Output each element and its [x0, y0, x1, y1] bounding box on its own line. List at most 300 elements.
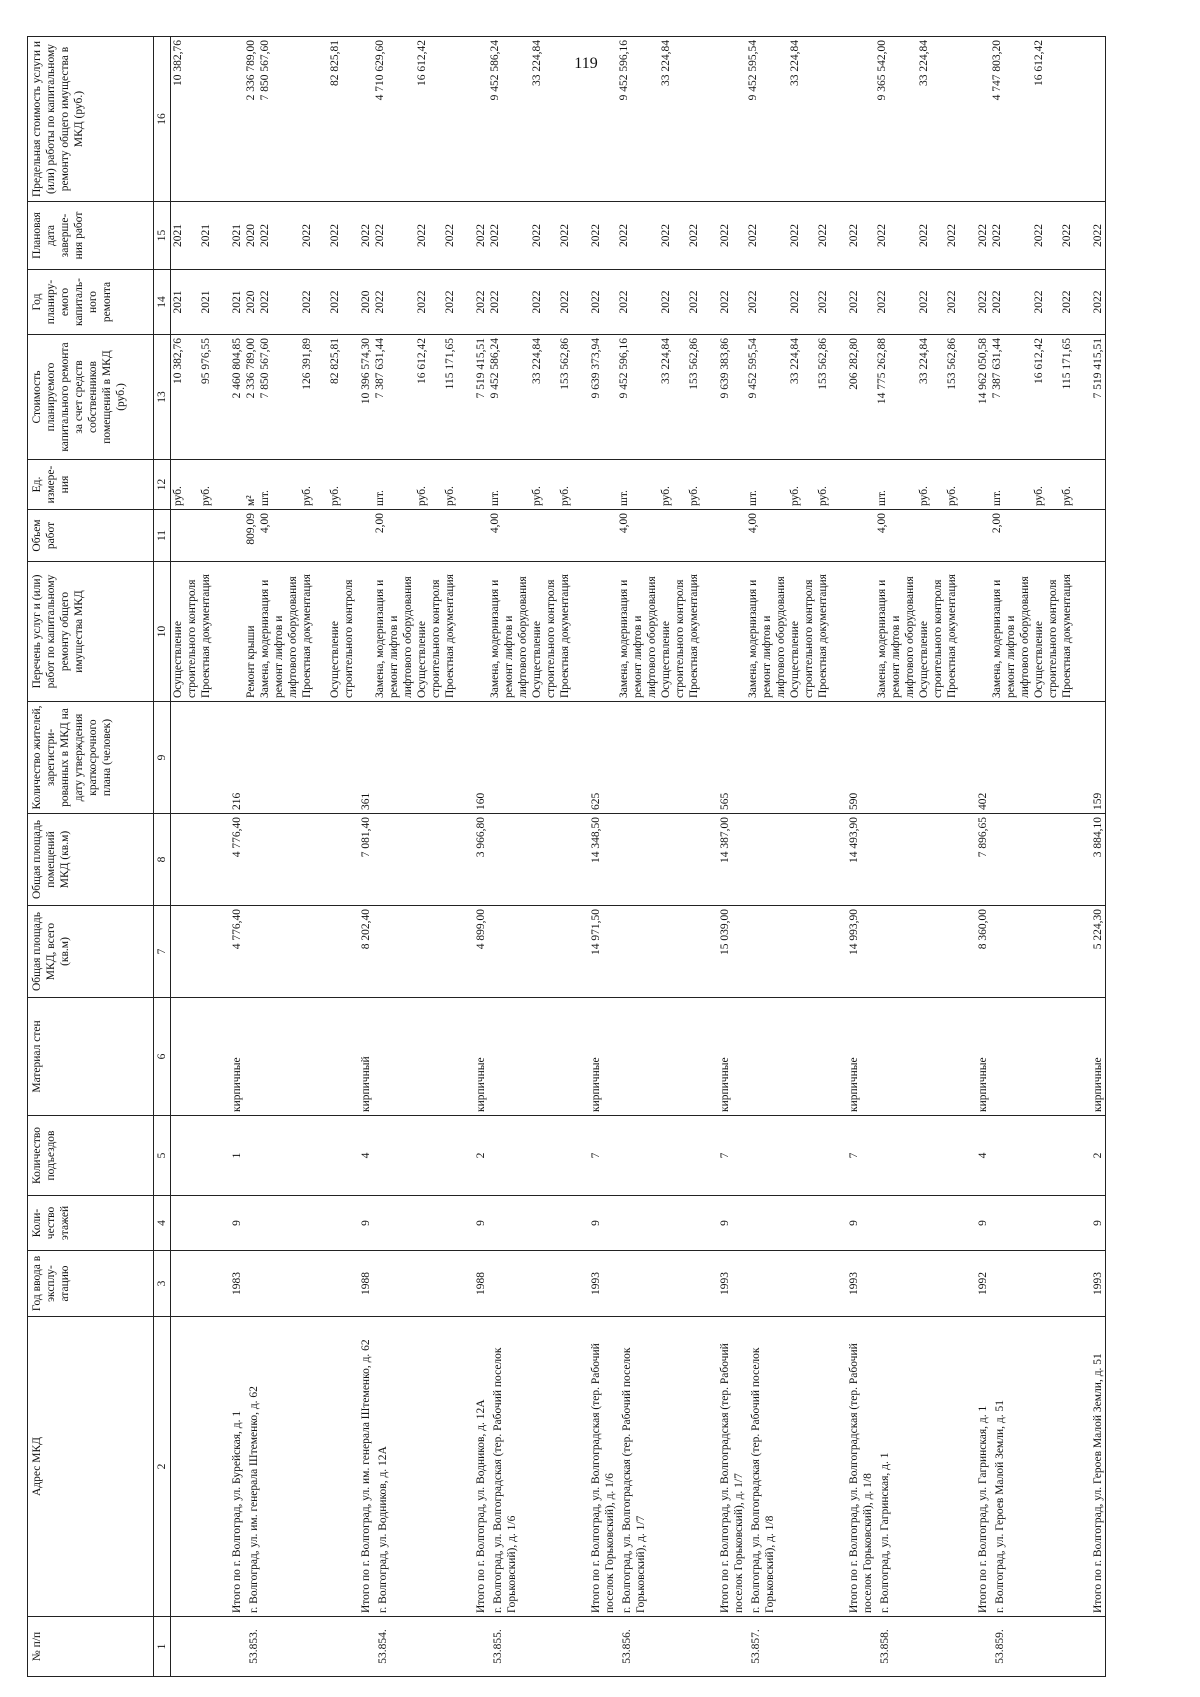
column-header: Ед. измере-ния	[28, 460, 154, 510]
total-date-end: 2021	[231, 224, 243, 247]
work-unit: шт.	[747, 490, 759, 506]
table-cell	[356, 906, 373, 998]
total-date-end: 2022	[360, 224, 372, 247]
table-cell	[356, 562, 373, 702]
table-cell	[471, 37, 488, 202]
work-end-date: 2021	[172, 224, 184, 247]
table-cell	[715, 1116, 746, 1196]
table-cell	[171, 510, 228, 562]
total-residents: 159	[1092, 792, 1104, 810]
total-year: 1988	[360, 1272, 372, 1295]
work-cost: 2 336 789,00	[245, 338, 257, 399]
table-cell	[1088, 270, 1106, 335]
table-cell	[746, 1196, 844, 1251]
total-label: Итого по г. Волгоград, ул. Героев Малой Земли, д. 51	[1092, 1353, 1104, 1613]
work-item: Проектная документация	[1061, 574, 1073, 698]
total-area-premises: 14 387,00	[719, 817, 731, 863]
work-item: Осуществление строительного контроля	[416, 579, 442, 698]
table-cell	[244, 702, 356, 814]
table-cell	[715, 510, 746, 562]
total-date-end: 2022	[1092, 224, 1104, 247]
total-label: Итого по г. Волгоград, ул. Волгоградская (тер. Рабочий поселок Горьковский), д. 1/6	[590, 1343, 616, 1613]
work-year: 2022	[747, 290, 759, 314]
table-cell	[875, 270, 973, 335]
table-cell	[875, 1196, 973, 1251]
total-year-plan: 2022	[977, 290, 989, 314]
work-volume: 2,00	[374, 513, 386, 534]
work-unit: руб.	[301, 486, 313, 506]
total-floors: 9	[231, 1220, 243, 1226]
work-unit: шт.	[374, 490, 386, 506]
table-cell	[244, 1251, 356, 1317]
table-cell	[844, 37, 875, 202]
table-cell	[990, 270, 1088, 335]
table-cell	[617, 202, 715, 270]
work-end-date: 2022	[416, 224, 428, 247]
work-cost: 7 387 631,44	[374, 338, 386, 399]
work-volume	[415, 513, 443, 558]
table-cell	[488, 270, 586, 335]
work-item: Проектная документация	[817, 574, 829, 698]
total-row	[471, 37, 488, 1677]
table-cell	[973, 202, 990, 270]
table-cell	[990, 37, 1088, 202]
work-end-date: 2022	[259, 224, 271, 247]
table-cell	[973, 1617, 990, 1677]
work-volume: 4,00	[489, 513, 501, 534]
table-cell	[471, 814, 488, 906]
table-cell	[973, 1196, 990, 1251]
work-limit-cost: 9 452 596,16	[618, 40, 630, 101]
table-cell	[244, 1617, 356, 1677]
item-number: 53.854.	[377, 1629, 389, 1664]
work-end-date: 2022	[747, 224, 759, 247]
work-item: Осуществление строительного контроля	[789, 579, 815, 698]
total-residents: 361	[360, 792, 372, 810]
work-unit: шт.	[876, 490, 888, 506]
work-limit-cost: 33 224,84	[660, 40, 672, 86]
work-unit: руб.	[789, 486, 801, 506]
table-cell	[715, 814, 746, 906]
table-cell	[875, 1251, 973, 1317]
work-item: Проектная документация	[559, 574, 571, 698]
table-cell	[227, 814, 244, 906]
table-cell	[990, 1116, 1088, 1196]
work-volume	[687, 513, 715, 558]
item-row	[244, 37, 356, 1677]
table-cell	[373, 998, 471, 1116]
total-entrances: 2	[1092, 1152, 1104, 1159]
total-material: кирпичный	[360, 1056, 372, 1112]
total-floors: 9	[590, 1220, 602, 1226]
table-cell	[990, 460, 1088, 510]
work-year: 2022	[918, 290, 930, 314]
table-cell	[1088, 1617, 1106, 1677]
table-cell	[227, 270, 244, 335]
table-cell	[875, 1617, 973, 1677]
work-year: 2022	[444, 290, 456, 314]
table-cell	[171, 562, 228, 702]
table-cell	[875, 562, 973, 702]
table-cell	[973, 37, 990, 202]
work-volume	[443, 513, 471, 558]
total-year-plan: 2022	[590, 290, 602, 314]
table-cell	[244, 998, 356, 1116]
work-end-date: 2022	[991, 224, 1003, 247]
total-row	[973, 37, 990, 1677]
total-residents: 565	[719, 792, 731, 810]
table-cell	[171, 270, 228, 335]
table-cell	[844, 906, 875, 998]
work-volume: 2,00	[991, 513, 1003, 534]
total-area-total: 8 360,00	[977, 909, 989, 950]
table-cell	[746, 1116, 844, 1196]
work-end-date: 2022	[559, 224, 571, 247]
table-cell	[356, 510, 373, 562]
table-cell	[746, 562, 844, 702]
total-area-total: 14 993,90	[848, 909, 860, 955]
work-cost: 33 224,84	[789, 338, 801, 384]
carry-over-row	[171, 37, 228, 1677]
column-header: Количество подъездов	[28, 1116, 154, 1196]
work-item: Осуществление строительного контроля	[1033, 579, 1059, 698]
table-cell	[171, 1317, 228, 1617]
work-item: Ремонт крыши	[245, 625, 257, 698]
table-cell	[973, 998, 990, 1116]
item-number: 53.859.	[994, 1629, 1006, 1664]
table-cell	[973, 510, 990, 562]
table-cell	[990, 1617, 1088, 1677]
table-cell	[471, 562, 488, 702]
table-cell	[617, 1317, 715, 1617]
table-cell	[844, 814, 875, 906]
work-item: Осуществление строительного контроля	[329, 579, 355, 698]
table-cell	[227, 510, 244, 562]
table-cell	[244, 270, 356, 335]
work-limit-cost	[1060, 40, 1088, 198]
table-cell	[617, 1196, 715, 1251]
total-area-total: 15 039,00	[719, 909, 731, 955]
column-number: 12	[154, 460, 171, 510]
table-cell	[844, 460, 875, 510]
table-cell	[227, 1196, 244, 1251]
work-item: Проектная документация	[688, 574, 700, 698]
item-row	[875, 37, 973, 1677]
table-cell	[875, 37, 973, 202]
total-area-total: 14 971,50	[590, 909, 602, 955]
table-cell	[244, 1317, 356, 1617]
table-cell	[715, 562, 746, 702]
table-cell	[990, 1251, 1088, 1317]
table-cell	[1088, 1251, 1106, 1317]
table-cell	[746, 202, 844, 270]
work-item: Замена, модернизация и ремонт лифтов и лифтового оборудования	[489, 576, 529, 698]
table-cell	[586, 1617, 617, 1677]
work-volume: 4,00	[747, 513, 759, 534]
header-row	[28, 37, 154, 1677]
table-cell	[356, 1251, 373, 1317]
table-cell	[227, 202, 244, 270]
total-label: Итого по г. Волгоград, ул. Бурейская, д. 1	[231, 1410, 243, 1613]
table-cell	[973, 562, 990, 702]
table-cell	[715, 202, 746, 270]
work-unit: руб.	[817, 486, 829, 506]
work-cost: 82 825,81	[329, 338, 341, 384]
table-cell	[471, 460, 488, 510]
total-area-premises: 7 896,65	[977, 817, 989, 858]
table-cell	[244, 1196, 356, 1251]
work-limit-cost: 33 224,84	[789, 40, 801, 86]
table-cell	[973, 1116, 990, 1196]
table-cell	[488, 562, 586, 702]
table-cell	[488, 460, 586, 510]
work-unit: руб.	[444, 486, 456, 506]
work-year: 2022	[329, 290, 341, 314]
table-cell	[715, 270, 746, 335]
table-cell	[990, 1196, 1088, 1251]
table-body	[171, 37, 1106, 1677]
work-volume	[945, 513, 973, 558]
table-cell	[990, 562, 1088, 702]
total-cost: 2 460 804,85	[231, 338, 243, 399]
work-limit-cost	[443, 40, 471, 198]
work-volume: 4,00	[876, 513, 888, 534]
table-cell	[715, 1617, 746, 1677]
table-cell	[1088, 562, 1106, 702]
address-cell: г. Волгоград, ул. Водников, д. 12А	[377, 1446, 389, 1613]
table-cell	[488, 1617, 586, 1677]
table-cell	[586, 906, 617, 998]
work-limit-cost	[687, 40, 715, 198]
table-cell	[373, 37, 471, 202]
total-floors: 9	[848, 1220, 860, 1226]
table-cell	[373, 270, 471, 335]
table-cell	[356, 702, 373, 814]
work-limit-cost: 10 382,76	[172, 40, 184, 86]
total-date-end: 2022	[590, 224, 602, 247]
table-cell	[844, 1196, 875, 1251]
table-cell	[715, 1251, 746, 1317]
table-cell	[586, 1116, 617, 1196]
work-limit-cost: 4 747 803,20	[991, 40, 1003, 101]
work-cost: 33 224,84	[531, 338, 543, 384]
total-material: кирпичные	[719, 1057, 731, 1112]
work-cost: 33 224,84	[660, 338, 672, 384]
work-item: Осуществление строительного контроля	[172, 579, 198, 698]
table-cell	[715, 702, 746, 814]
total-area-total: 4 899,00	[475, 909, 487, 950]
table-cell	[1088, 906, 1106, 998]
work-cost: 115 171,65	[444, 338, 456, 390]
total-year: 1993	[848, 1272, 860, 1295]
work-year: 2022	[688, 290, 700, 314]
total-date-end: 2022	[977, 224, 989, 247]
table-cell	[990, 335, 1088, 460]
address-cell: г. Волгоград, ул. им. генерала Штеменко, д. 62	[248, 1386, 260, 1613]
work-volume	[328, 513, 356, 558]
total-cost: 7 519 415,51	[475, 338, 487, 399]
total-material: кирпичные	[848, 1057, 860, 1112]
work-item: Проектная документация	[200, 574, 212, 698]
table-cell	[875, 906, 973, 998]
work-end-date: 2022	[374, 224, 386, 247]
total-residents: 160	[475, 792, 487, 810]
table-cell	[1088, 998, 1106, 1116]
total-year-plan: 2022	[475, 290, 487, 314]
work-volume: 4,00	[618, 513, 630, 534]
work-cost: 153 562,86	[688, 338, 700, 390]
table-cell	[488, 702, 586, 814]
table-cell	[617, 702, 715, 814]
table-cell	[471, 1617, 488, 1677]
work-unit: руб.	[660, 486, 672, 506]
table-cell	[746, 1317, 844, 1617]
table-cell	[973, 270, 990, 335]
table-cell	[488, 335, 586, 460]
work-end-date: 2022	[444, 224, 456, 247]
column-header: Год ввода в эксплу-атацию	[28, 1251, 154, 1317]
table-cell	[617, 460, 715, 510]
table-cell	[373, 814, 471, 906]
total-row	[586, 37, 617, 1677]
total-year: 1983	[231, 1272, 243, 1295]
work-end-date: 2022	[817, 224, 829, 247]
total-entrances: 4	[977, 1152, 989, 1159]
table-cell	[227, 906, 244, 998]
table-cell	[227, 702, 244, 814]
table-cell	[373, 1617, 471, 1677]
work-cost: 14 775 262,88	[876, 338, 888, 405]
work-end-date: 2022	[688, 224, 700, 247]
column-header: Плановая дата заверше-ния работ	[28, 202, 154, 270]
table-cell	[586, 37, 617, 202]
table-cell	[356, 202, 373, 270]
work-unit: руб.	[1061, 486, 1073, 506]
work-year: 2022	[946, 290, 958, 314]
table-cell	[244, 814, 356, 906]
table-cell	[746, 510, 844, 562]
table-cell	[244, 1116, 356, 1196]
table-cell	[171, 1196, 228, 1251]
total-area-total: 8 202,40	[360, 909, 372, 950]
total-year: 1993	[1092, 1272, 1104, 1295]
work-cost: 95 976,55	[200, 338, 212, 384]
table-cell	[586, 1317, 617, 1617]
work-unit: руб.	[172, 486, 184, 506]
total-row	[356, 37, 373, 1677]
column-number: 4	[154, 1196, 171, 1251]
table-cell	[471, 998, 488, 1116]
table-cell	[973, 335, 990, 460]
work-year: 2021	[200, 290, 212, 314]
table-cell	[471, 1196, 488, 1251]
item-row	[488, 37, 586, 1677]
work-volume	[788, 513, 816, 558]
table-cell	[1088, 510, 1106, 562]
total-material: кирпичные	[1092, 1057, 1104, 1112]
table-cell	[488, 1196, 586, 1251]
work-limit-cost	[558, 40, 586, 198]
work-limit-cost: 16 612,42	[1033, 40, 1045, 86]
table-cell	[373, 1196, 471, 1251]
table-cell	[617, 37, 715, 202]
table-cell	[617, 562, 715, 702]
table-cell	[746, 906, 844, 998]
total-residents: 402	[977, 792, 989, 810]
column-number: 11	[154, 510, 171, 562]
table-cell	[171, 906, 228, 998]
column-number: 16	[154, 37, 171, 202]
table-cell	[844, 1617, 875, 1677]
work-unit: руб.	[1033, 486, 1045, 506]
total-material: кирпичные	[977, 1057, 989, 1112]
total-date-end: 2022	[848, 224, 860, 247]
column-number: 8	[154, 814, 171, 906]
work-unit: руб.	[531, 486, 543, 506]
table-cell	[227, 562, 244, 702]
total-material: кирпичные	[475, 1057, 487, 1112]
work-end-date: 2022	[329, 224, 341, 247]
work-unit: руб.	[200, 486, 212, 506]
work-year: 2020	[245, 290, 257, 314]
work-unit: шт.	[991, 490, 1003, 506]
table-cell	[227, 1251, 244, 1317]
table-cell	[244, 37, 356, 202]
work-cost: 9 452 596,16	[618, 338, 630, 399]
column-number: 1	[154, 1617, 171, 1677]
column-number: 10	[154, 562, 171, 702]
table-cell	[356, 998, 373, 1116]
table-cell	[244, 906, 356, 998]
table-cell	[715, 906, 746, 998]
table-cell	[171, 998, 228, 1116]
work-item: Замена, модернизация и ремонт лифтов и лифтового оборудования	[618, 576, 658, 698]
work-volume	[558, 513, 586, 558]
item-number: 53.856.	[621, 1629, 633, 1664]
work-volume	[1060, 513, 1088, 558]
total-label: Итого по г. Волгоград, ул. Волгоградская (тер. Рабочий поселок Горьковский), д. 1/7	[719, 1343, 745, 1613]
table-cell	[875, 998, 973, 1116]
table-cell	[617, 335, 715, 460]
table-cell	[586, 562, 617, 702]
total-entrances: 2	[475, 1152, 487, 1159]
work-limit-cost: 7 850 567,60	[259, 40, 271, 101]
table-cell	[990, 702, 1088, 814]
work-item: Замена, модернизация и ремонт лифтов и лифтового оборудования	[259, 576, 299, 698]
item-row	[746, 37, 844, 1677]
work-limit-cost: 33 224,84	[531, 40, 543, 86]
total-year-plan: 2022	[719, 290, 731, 314]
work-unit: руб.	[329, 486, 341, 506]
total-year-plan: 2020	[360, 290, 372, 314]
total-label: Итого по г. Волгоград, ул. Гагринская, д. 1	[977, 1405, 989, 1613]
table-cell	[990, 998, 1088, 1116]
total-floors: 9	[475, 1220, 487, 1226]
table-cell	[373, 335, 471, 460]
total-row	[1088, 37, 1106, 1677]
address-cell: г. Волгоград, ул. Волгоградская (тер. Рабочий поселок Горьковский), д. 1/6	[492, 1347, 518, 1613]
total-year: 1993	[719, 1272, 731, 1295]
table-cell	[373, 562, 471, 702]
total-year: 1993	[590, 1272, 602, 1295]
work-limit-cost: 82 825,81	[329, 40, 341, 86]
table-cell	[373, 202, 471, 270]
table-cell	[1088, 202, 1106, 270]
total-area-premises: 14 348,50	[590, 817, 602, 863]
column-header: Объем работ	[28, 510, 154, 562]
column-header: Стоимость планируемого капитального ремонта за счет средств собственников помещений в МКД (руб.)	[28, 335, 154, 460]
work-year: 2022	[489, 290, 501, 314]
